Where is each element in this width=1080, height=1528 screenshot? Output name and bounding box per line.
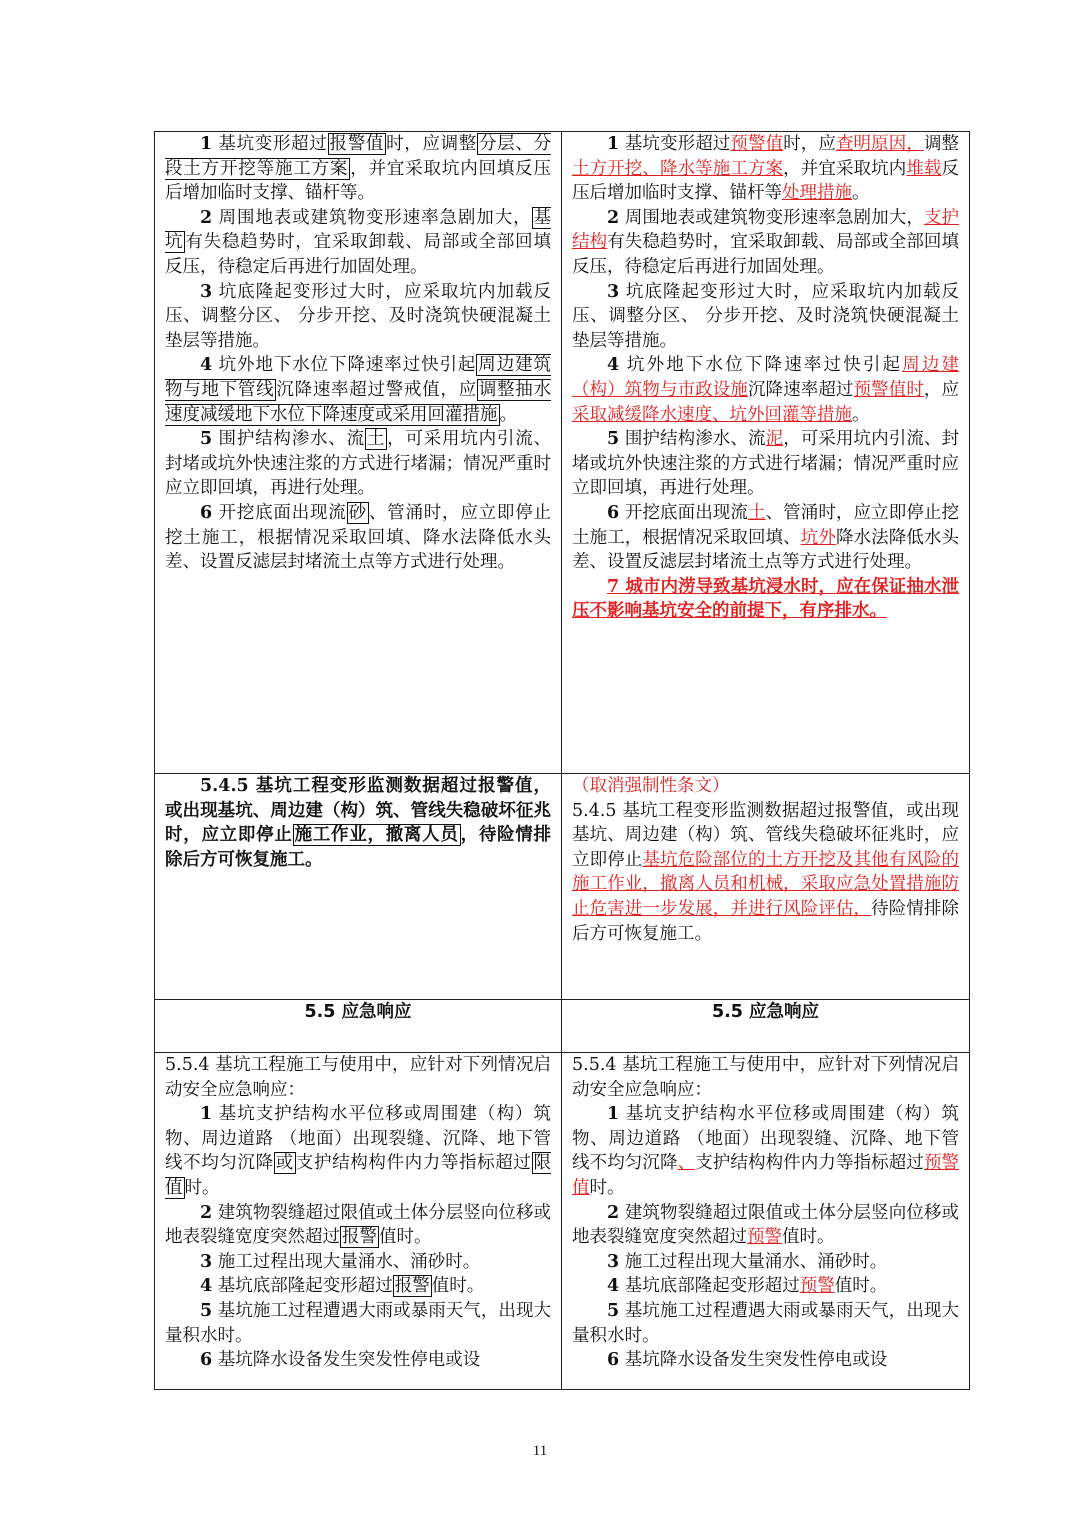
clause-text: 坑底隆起变形过大时，应采取坑内加载反压、调整分区、 分步开挖、及时浇筑快硬混凝土垫层等措施。 [572,281,959,351]
section-heading-revised: 5.5 应急响应 [562,1000,970,1053]
clause-paragraph [165,1053,551,1102]
clause-text: 5.4.5 基坑工程变形监测数据超过报警值，或出现基坑、周边建（构）筑、管线失稳破坏征兆时，应立即停止 [165,776,551,846]
clause-paragraph [165,206,551,280]
revised-text: 、 [677,1153,696,1174]
clause-text: 基坑变形超过 [212,134,328,154]
revised-text: 查明原因， [835,134,924,154]
revised-text: 周边建（构）筑物与市政设施 [572,355,960,400]
boxed-text: 周边建筑物与地下管线 [165,355,552,400]
revised-text: 预警 [799,1276,835,1297]
clause-text: 5 [607,429,620,450]
boxed-text: 报警 [394,1276,430,1297]
clause-text: 4 [607,1276,620,1297]
clause-text: 5 [607,1300,620,1321]
boxed-text: 调整抽水速度减缓地下水位下降速度或采用回灌措施 [165,379,552,425]
clause-paragraph [165,280,551,354]
clause-text: 5.5.4 基坑工程施工与使用中，应针对下列情况启动安全应急响应： [572,1055,959,1100]
clause-text: 。 [499,404,517,425]
clause-text: 基坑底部隆起变形超过 [212,1276,393,1297]
table-row [155,1000,970,1053]
clause-text: 时。 [184,1177,220,1198]
clause-text: 时。 [589,1177,625,1198]
page-number: 11 [532,1443,548,1459]
clause-text: 反压后增加临时支撑、锚杆等 [572,158,960,204]
clause-revised-cell [562,132,970,774]
clause-text: 3 [607,281,620,302]
clause-original-cell [155,132,562,774]
clause-text: ，待险情排除后方可恢复施工。 [165,825,552,870]
clause-text: 基坑变形超过 [619,134,731,154]
clause-paragraph [572,1053,959,1102]
clause-paragraph [165,1102,551,1200]
revised-text: 基坑危险部位的土方开挖及其他有风险的施工作业，撤离人员和机械，采取应急处置措施防止危害进一步发展，并进行风险评估， [572,849,960,919]
clause-text: 基坑支护结构水平位移或周围建（构）筑物、周边道路 （地面）出现裂缝、沉降、地下管线不均匀沉降 [165,1104,551,1174]
clause-paragraph [572,1299,959,1348]
clause-text: 6 [200,1350,213,1371]
revised-text: 预警值 [572,1153,960,1198]
clause-paragraph [165,1201,551,1250]
clause-paragraph [572,1201,959,1250]
clause-text: 3 [200,1251,213,1272]
clause-text: 基坑底部隆起变形超过 [619,1276,800,1297]
clause-text: 时，应调整 [386,134,477,154]
clause-paragraph [572,1348,959,1373]
clause-text: 2 [200,1202,213,1223]
boxed-text: 基坑 [165,207,551,253]
clause-text: 。 [852,183,870,204]
clause-text: 4 [607,355,620,376]
clause-text: 1 [200,134,213,154]
clause-text: 6 [607,502,620,523]
clause-text: 开挖底面出现流 [212,502,347,523]
boxed-text: 限值 [165,1153,551,1198]
boxed-text: 或 [275,1153,294,1174]
clause-text: 值时。 [782,1227,835,1248]
revised-text: （取消强制性条文） [572,776,730,796]
clause-text: 2 [607,207,620,228]
revised-text: 7 城市内涝导致基坑浸水时，应在保证抽水泄压不影响基坑安全的前提下，有序排水。 [572,576,959,622]
clause-paragraph [572,280,959,354]
clause-paragraph [572,427,959,501]
clause-text: 2 [607,1202,620,1223]
clause-paragraph [572,132,959,206]
clause-text: 待险情排除后方可恢复施工。 [572,898,960,944]
clause-paragraph [572,1250,959,1275]
clause-original-cell [155,1053,562,1390]
clause-text: 3 [200,281,213,302]
clause-text: 有失稳趋势时，宜采取卸载、局部或全部回填反压，待稳定后再进行加固处理。 [572,232,960,277]
boxed-text: 报警 [342,1227,377,1248]
clause-text: 基坑支护结构水平位移或周围建（构）筑物、周边道路 （地面）出现裂缝、沉降、地下管线不均匀沉降 [572,1104,959,1174]
clause-paragraph [572,575,959,624]
revised-text: 预警 [747,1227,782,1248]
clause-text: 坑外地下水位下降速率过快引起 [619,355,903,376]
clause-text: 5 [200,429,213,450]
clause-text: 基坑施工过程遭遇大雨或暴雨天气，出现大量积水时。 [165,1300,551,1346]
clause-text: 值时。 [379,1227,432,1248]
clause-paragraph [572,206,959,280]
boxed-text: 报警值 [329,134,385,154]
clause-text: 值时。 [431,1276,485,1297]
clause-text: 沉降速率超过 [747,379,854,400]
clause-text: 建筑物裂缝超过限值或土体分层竖向位移或地表裂缝宽度突然超过 [165,1202,551,1248]
clause-text: ，可采用坑内引流、封堵或坑外快速注浆的方式进行堵漏；情况严重时应立即回填，再进行处理。 [572,429,960,499]
clause-paragraph [165,1348,551,1373]
clause-paragraph [572,353,959,427]
clause-text: 、管涌时，应立即停止挖土施工，根据情况采取回填、 [572,502,960,548]
clause-text: ，可采用坑内引流、封堵或坑外快速注浆的方式进行堵漏；情况严重时应立即回填，再进行处理。 [165,429,552,499]
clause-text: 周围地表或建筑物变形速率急剧加大， [212,207,532,228]
clause-text: ，并宜采取坑内 [783,158,907,179]
clause-text: 开挖底面出现流 [619,502,748,523]
clause-paragraph [165,1274,551,1299]
revised-text: 坑外 [800,527,836,548]
table-row [155,132,970,774]
clause-text: 沉降速率超过警戒值，应 [276,379,477,400]
clause-text: 围护结构渗水、流 [619,429,766,450]
clause-paragraph [165,774,551,872]
clause-text: 围护结构渗水、流 [212,429,365,450]
clause-text: 坑外地下水位下降速率过快引起 [212,355,477,376]
clause-paragraph [165,1299,551,1348]
clause-text: 5.4.5 基坑工程变形监测数据超过报警值，或出现基坑、周边建（构）筑、管线失稳破坏征兆时，应立即停止 [572,800,959,870]
clause-text: 6 [607,1350,620,1371]
clause-text: 施工过程出现大量涌水、涌砂时。 [619,1251,888,1272]
clause-text: 周围地表或建筑物变形速率急剧加大， [619,207,924,228]
clause-text: 建筑物裂缝超过限值或土体分层竖向位移或地表裂缝宽度突然超过 [572,1202,959,1248]
clause-text: 时，应 [783,134,836,154]
clause-text: 2 [200,207,213,228]
clause-text: 4 [200,1276,213,1297]
clause-paragraph [165,132,551,206]
clause-text: 基坑降水设备发生突发性停电或设 [212,1350,481,1371]
clause-text: 基坑降水设备发生突发性停电或设 [619,1350,888,1371]
revised-text: 预警值时 [853,379,924,400]
clause-text: 坑底隆起变形过大时，应采取坑内加载反压、调整分区、 分步开挖、及时浇筑快硬混凝土垫层等措施。 [165,281,551,351]
boxed-text: 土 [366,429,386,450]
clause-revised-cell [562,774,970,1000]
revised-text: 处理措施 [782,183,852,204]
clause-text: 6 [200,502,213,523]
revised-text: 土 [748,502,766,523]
revised-text: 支护结构 [572,207,960,253]
revised-text: 采取减缓降水速度、坑外回灌等措施 [572,404,852,425]
clause-text: 1 [607,134,620,154]
comparison-table [154,131,970,1390]
clause-text: 支护结构构件内力等指标超过 [695,1153,924,1174]
clause-text: ，并宜采取坑内回填反压后增加临时支撑、锚杆等。 [165,158,551,204]
clause-text: 3 [607,1251,620,1272]
section-heading-original: 5.5 应急响应 [155,1000,562,1053]
clause-paragraph [572,1274,959,1299]
clause-paragraph [572,799,959,947]
boxed-text: 分层、分段土方开挖等施工方案 [165,134,552,179]
table-row [155,1053,970,1390]
clause-paragraph [572,1102,959,1200]
clause-text: 有失稳趋势时，宜采取卸载、局部或全部回填反压，待稳定后再进行加固处理。 [165,232,552,277]
clause-text: 降水法降低水头差、设置反滤层封堵流土点等方式进行处理。 [572,527,960,573]
boxed-text: 砂 [348,502,367,523]
revised-text: 堆载 [906,158,942,179]
revised-text: 预警值 [730,134,784,154]
clause-text: 4 [200,355,213,376]
clause-paragraph [165,1250,551,1275]
clause-text: 、管涌时，应立即停止挖土施工，根据情况采取回填、降水法降低水头差、设置反滤层封堵流土点等方式进行处理。 [165,502,552,573]
clause-text: 支护结构构件内力等指标超过 [295,1153,532,1174]
clause-text: 基坑施工过程遭遇大雨或暴雨天气，出现大量积水时。 [572,1300,959,1346]
clause-text: 5.5.4 基坑工程施工与使用中，应针对下列情况启动安全应急响应： [165,1055,551,1100]
clause-text: 1 [200,1104,213,1125]
clause-text: 5 [200,1300,213,1321]
clause-paragraph [165,501,551,575]
clause-revised-cell [562,1053,970,1390]
revised-text: 泥 [765,429,784,450]
revised-text: 土方开挖、降水等施工方案 [572,158,784,179]
boxed-text: 施工作业，撤离人员 [294,825,459,846]
clause-text: 值时。 [834,1276,888,1297]
table-row [155,774,970,1000]
clause-paragraph [572,501,959,575]
clause-text: 调整 [923,134,960,154]
clause-paragraph [165,427,551,501]
clause-text: ，应 [923,379,960,400]
clause-original-cell [155,774,562,1000]
clause-paragraph [165,353,551,427]
clause-text: 。 [852,404,870,425]
clause-text: 施工过程出现大量涌水、涌砂时。 [212,1251,481,1272]
clause-paragraph [572,774,959,799]
clause-text: 1 [607,1104,620,1125]
